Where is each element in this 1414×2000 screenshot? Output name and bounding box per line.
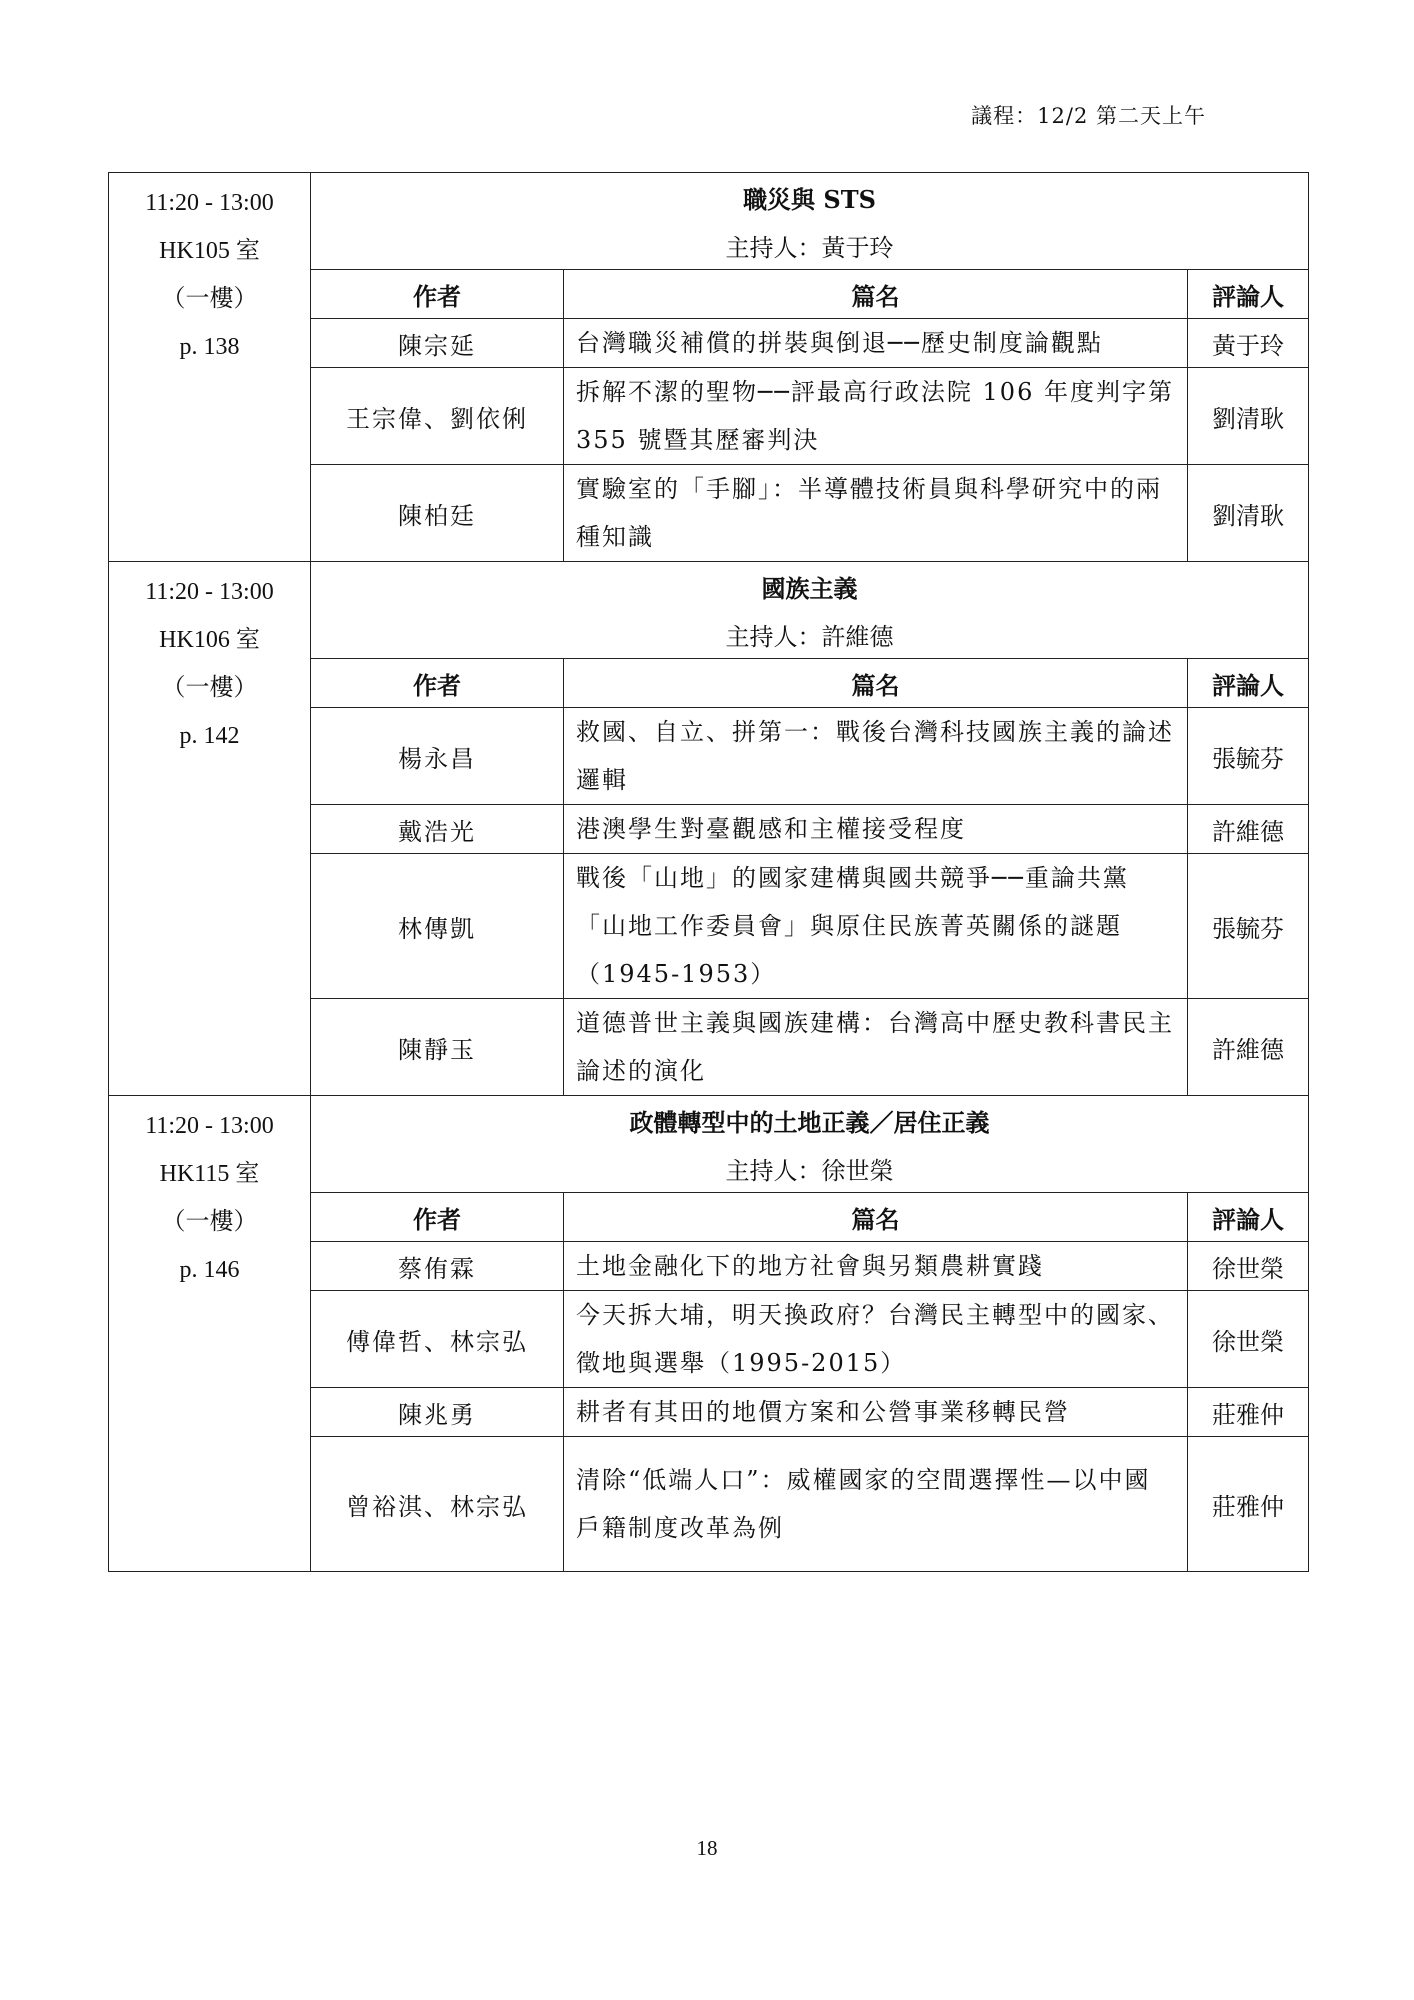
session-floor: （一樓） <box>161 286 258 312</box>
session-page: p. 138 <box>179 334 240 360</box>
paper-author: 林傳凱 <box>311 854 564 999</box>
session-page: p. 142 <box>179 723 240 749</box>
paper-author: 陳兆勇 <box>311 1388 564 1437</box>
title-header: 篇名 <box>564 659 1188 708</box>
paper-author: 陳柏廷 <box>311 465 564 562</box>
agenda-table <box>108 172 1309 1572</box>
paper-title: 港澳學生對臺觀感和主權接受程度 <box>564 805 1188 854</box>
paper-discussant: 許維德 <box>1188 805 1309 854</box>
title-header: 篇名 <box>564 1193 1188 1242</box>
paper-discussant: 劉清耿 <box>1188 465 1309 562</box>
session-room: HK115 室 <box>159 1161 260 1187</box>
session-time: 11:20 - 13:00 <box>145 1113 274 1139</box>
paper-title: 今天拆大埔，明天換政府？台灣民主轉型中的國家、徵地與選舉（1995-2015） <box>564 1291 1188 1388</box>
paper-author: 戴浩光 <box>311 805 564 854</box>
paper-author: 楊永昌 <box>311 708 564 805</box>
paper-discussant: 許維德 <box>1188 999 1309 1096</box>
panel-chair: 主持人：黃于玲 <box>311 221 1309 270</box>
paper-title: 救國、自立、拼第一：戰後台灣科技國族主義的論述邏輯 <box>564 708 1188 805</box>
session-room: HK106 室 <box>159 627 260 653</box>
session-info <box>109 1096 311 1572</box>
author-header: 作者 <box>311 1193 564 1242</box>
panel-chair: 主持人：許維德 <box>311 610 1309 659</box>
paper-discussant: 徐世榮 <box>1188 1242 1309 1291</box>
session-title-row <box>109 173 1309 222</box>
paper-title: 實驗室的「手腳」：半導體技術員與科學研究中的兩種知識 <box>564 465 1188 562</box>
paper-discussant: 張毓芬 <box>1188 854 1309 999</box>
paper-author: 傅偉哲、林宗弘 <box>311 1291 564 1388</box>
paper-title: 道德普世主義與國族建構：台灣高中歷史教科書民主論述的演化 <box>564 999 1188 1096</box>
session-floor: （一樓） <box>161 1209 258 1235</box>
paper-discussant: 張毓芬 <box>1188 708 1309 805</box>
panel-title: 職災與 STS <box>311 173 1309 222</box>
session-title-row <box>109 1096 1309 1145</box>
discussant-header: 評論人 <box>1188 1193 1309 1242</box>
title-header: 篇名 <box>564 270 1188 319</box>
session-page: p. 146 <box>179 1257 240 1283</box>
session-info <box>109 562 311 1096</box>
author-header: 作者 <box>311 659 564 708</box>
session-floor: （一樓） <box>161 675 258 701</box>
panel-title: 國族主義 <box>311 562 1309 611</box>
session-time: 11:20 - 13:00 <box>145 579 274 605</box>
paper-title: 戰後「山地」的國家建構與國共競爭──重論共黨「山地工作委員會」與原住民族菁英關係的謎題（1945-1953） <box>564 854 1188 999</box>
paper-title: 清除“低端人口”：威權國家的空間選擇性—以中國戶籍制度改革為例 <box>564 1437 1188 1572</box>
paper-author: 蔡侑霖 <box>311 1242 564 1291</box>
discussant-header: 評論人 <box>1188 270 1309 319</box>
panel-title: 政體轉型中的土地正義／居住正義 <box>311 1096 1309 1145</box>
panel-chair: 主持人：徐世榮 <box>311 1144 1309 1193</box>
paper-title: 耕者有其田的地價方案和公營事業移轉民營 <box>564 1388 1188 1437</box>
session-info <box>109 173 311 562</box>
paper-discussant: 黃于玲 <box>1188 319 1309 368</box>
page-number: 18 <box>696 1836 718 1860</box>
paper-author: 陳宗延 <box>311 319 564 368</box>
paper-author: 王宗偉、劉依俐 <box>311 368 564 465</box>
page-header: 議程：12/2 第二天上午 <box>971 104 1206 128</box>
paper-discussant: 莊雅仲 <box>1188 1437 1309 1572</box>
session-room: HK105 室 <box>159 238 260 264</box>
paper-author: 陳靜玉 <box>311 999 564 1096</box>
author-header: 作者 <box>311 270 564 319</box>
paper-title: 台灣職災補償的拼裝與倒退──歷史制度論觀點 <box>564 319 1188 368</box>
discussant-header: 評論人 <box>1188 659 1309 708</box>
paper-discussant: 劉清耿 <box>1188 368 1309 465</box>
session-title-row <box>109 562 1309 611</box>
paper-discussant: 徐世榮 <box>1188 1291 1309 1388</box>
paper-title: 土地金融化下的地方社會與另類農耕實踐 <box>564 1242 1188 1291</box>
paper-discussant: 莊雅仲 <box>1188 1388 1309 1437</box>
paper-title: 拆解不潔的聖物──評最高行政法院 106 年度判字第 355 號暨其歷審判決 <box>564 368 1188 465</box>
session-time: 11:20 - 13:00 <box>145 190 274 216</box>
paper-author: 曾裕淇、林宗弘 <box>311 1437 564 1572</box>
